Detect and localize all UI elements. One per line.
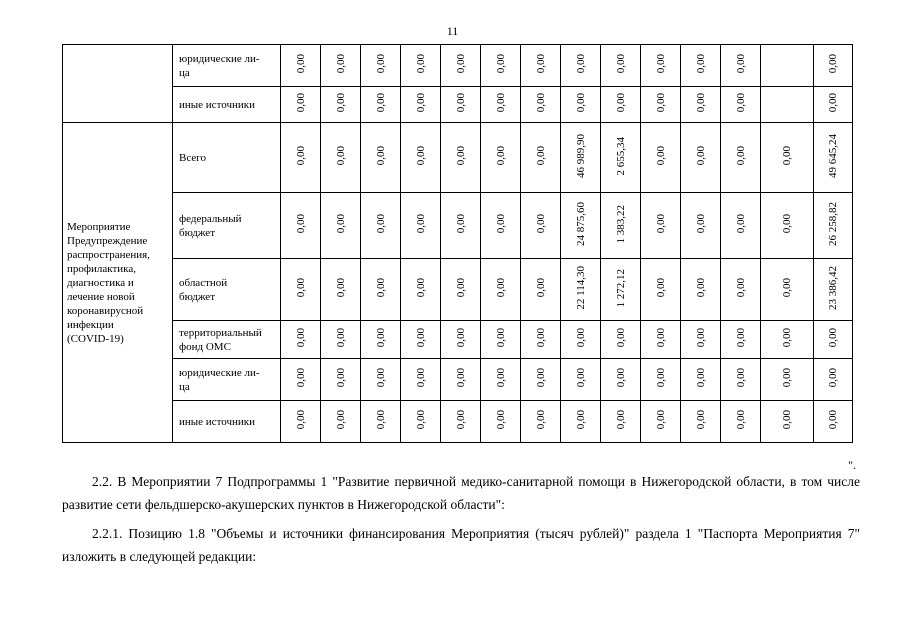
value-cell bbox=[321, 321, 361, 359]
value-text: 0,00 bbox=[534, 146, 547, 166]
closing-quote: ". bbox=[848, 458, 856, 472]
value-text: 0,00 bbox=[334, 410, 347, 430]
value-text: 0,00 bbox=[827, 54, 839, 74]
value-cell bbox=[281, 401, 321, 443]
value-text: 0,00 bbox=[374, 146, 387, 166]
table-row bbox=[63, 87, 853, 123]
empty-section-cell bbox=[63, 45, 173, 123]
value-cell bbox=[721, 87, 761, 123]
value-text: 0,00 bbox=[827, 93, 839, 113]
value-cell bbox=[361, 123, 401, 193]
source-label: иные источники bbox=[179, 98, 255, 111]
value-cell bbox=[721, 123, 761, 193]
value-cell bbox=[481, 321, 521, 359]
value-cell bbox=[681, 193, 721, 259]
value-cell bbox=[601, 321, 641, 359]
value-cell bbox=[481, 45, 521, 87]
value-cell bbox=[641, 193, 681, 259]
value-text: 0,00 bbox=[414, 214, 427, 234]
value-cell bbox=[561, 259, 601, 321]
value-cell bbox=[321, 87, 361, 123]
value-text: 0,00 bbox=[827, 368, 839, 388]
value-cell bbox=[681, 123, 721, 193]
value-text: 0,00 bbox=[654, 368, 667, 388]
value-text: 0,00 bbox=[294, 214, 307, 234]
source-label-cell bbox=[173, 321, 281, 359]
value-text: 0,00 bbox=[614, 328, 627, 348]
value-text: 0,00 bbox=[414, 54, 427, 74]
value-cell bbox=[721, 359, 761, 401]
value-text: 0,00 bbox=[334, 278, 347, 298]
value-text: 0,00 bbox=[781, 328, 793, 348]
value-text: 0,00 bbox=[614, 410, 627, 430]
value-text: 0,00 bbox=[334, 93, 347, 113]
value-text: 0,00 bbox=[294, 93, 307, 113]
value-cell bbox=[481, 193, 521, 259]
value-text: 0,00 bbox=[654, 410, 667, 430]
value-cell bbox=[441, 359, 481, 401]
value-cell bbox=[521, 401, 561, 443]
value-text: 0,00 bbox=[694, 146, 707, 166]
value-cell bbox=[641, 45, 681, 87]
value-text: 0,00 bbox=[614, 368, 627, 388]
value-text: 0,00 bbox=[734, 368, 747, 388]
value-cell bbox=[441, 123, 481, 193]
value-text: 0,00 bbox=[374, 54, 387, 74]
value-cell bbox=[561, 87, 601, 123]
paragraph-2-2 bbox=[62, 470, 860, 516]
value-cell bbox=[321, 45, 361, 87]
value-cell bbox=[814, 259, 853, 321]
value-text: 0,00 bbox=[494, 93, 507, 113]
value-cell bbox=[814, 359, 853, 401]
value-text: 0,00 bbox=[534, 278, 547, 298]
value-cell bbox=[721, 321, 761, 359]
value-cell bbox=[401, 45, 441, 87]
value-text: 0,00 bbox=[294, 146, 307, 166]
value-text: 0,00 bbox=[781, 146, 793, 166]
value-text: 0,00 bbox=[654, 328, 667, 348]
table-row bbox=[63, 259, 853, 321]
value-cell bbox=[441, 87, 481, 123]
value-text: 0,00 bbox=[534, 54, 547, 74]
value-text: 0,00 bbox=[454, 278, 467, 298]
value-text: 0,00 bbox=[614, 93, 627, 113]
source-label: территориальный фонд ОМС bbox=[179, 326, 262, 353]
value-text: 0,00 bbox=[494, 54, 507, 74]
value-cell bbox=[401, 359, 441, 401]
value-cell bbox=[401, 321, 441, 359]
value-cell bbox=[561, 359, 601, 401]
table-row bbox=[63, 359, 853, 401]
value-cell bbox=[814, 123, 853, 193]
value-text: 0,00 bbox=[654, 93, 667, 113]
value-cell bbox=[601, 193, 641, 259]
value-text: 0,00 bbox=[734, 54, 747, 74]
value-cell bbox=[441, 321, 481, 359]
value-cell bbox=[321, 123, 361, 193]
value-cell bbox=[361, 87, 401, 123]
value-text: 0,00 bbox=[374, 278, 387, 298]
value-cell bbox=[641, 87, 681, 123]
value-text: 0,00 bbox=[694, 410, 707, 430]
value-text: 0,00 bbox=[494, 214, 507, 234]
paragraph-text: 2.2. В Мероприятии 7 Подпрограммы 1 "Развитие первичной медико-санитарной помощи в Нижегородской области, в том числе развитие сети фельдшерско-акушерских пунктов в Нижегородской области": bbox=[62, 474, 860, 512]
value-text: 0,00 bbox=[734, 146, 747, 166]
value-text: 0,00 bbox=[694, 368, 707, 388]
source-label-cell bbox=[173, 123, 281, 193]
value-text: 0,00 bbox=[781, 278, 793, 298]
value-text: 0,00 bbox=[694, 214, 707, 234]
value-text: 1 383,22 bbox=[614, 204, 627, 244]
value-cell bbox=[521, 193, 561, 259]
value-text: 0,00 bbox=[414, 410, 427, 430]
value-text: 0,00 bbox=[334, 328, 347, 348]
value-cell bbox=[681, 401, 721, 443]
value-text: 0,00 bbox=[494, 278, 507, 298]
value-text: 24 875,60 bbox=[574, 202, 587, 246]
value-cell bbox=[281, 193, 321, 259]
value-cell bbox=[761, 321, 814, 359]
value-text: 0,00 bbox=[694, 278, 707, 298]
table-row bbox=[63, 401, 853, 443]
value-text: 0,00 bbox=[294, 410, 307, 430]
value-text: 0,00 bbox=[781, 410, 793, 430]
value-cell bbox=[601, 259, 641, 321]
value-text: 46 989,90 bbox=[574, 134, 587, 178]
value-cell bbox=[441, 193, 481, 259]
value-cell bbox=[361, 321, 401, 359]
value-text: 0,00 bbox=[534, 410, 547, 430]
measure-title-cell bbox=[63, 123, 173, 443]
value-cell bbox=[281, 321, 321, 359]
value-cell bbox=[814, 401, 853, 443]
value-text: 0,00 bbox=[454, 54, 467, 74]
value-cell bbox=[401, 259, 441, 321]
value-text: 0,00 bbox=[454, 410, 467, 430]
value-text: 0,00 bbox=[534, 368, 547, 388]
value-cell bbox=[321, 193, 361, 259]
source-label-cell bbox=[173, 193, 281, 259]
value-text: 0,00 bbox=[734, 410, 747, 430]
value-cell bbox=[641, 401, 681, 443]
value-text: 0,00 bbox=[294, 54, 307, 74]
value-text: 0,00 bbox=[614, 54, 627, 74]
value-cell bbox=[561, 321, 601, 359]
value-cell bbox=[521, 45, 561, 87]
value-text: 23 386,42 bbox=[827, 266, 839, 310]
value-cell bbox=[721, 401, 761, 443]
value-cell bbox=[361, 193, 401, 259]
value-text: 0,00 bbox=[494, 146, 507, 166]
value-cell bbox=[361, 401, 401, 443]
value-text: 0,00 bbox=[334, 368, 347, 388]
value-cell bbox=[481, 87, 521, 123]
value-text: 0,00 bbox=[534, 93, 547, 113]
value-text: 0,00 bbox=[734, 93, 747, 113]
value-cell bbox=[281, 123, 321, 193]
value-text: 0,00 bbox=[781, 368, 793, 388]
value-cell bbox=[761, 259, 814, 321]
value-text: 0,00 bbox=[734, 214, 747, 234]
value-cell bbox=[561, 123, 601, 193]
value-cell bbox=[681, 359, 721, 401]
value-cell bbox=[641, 259, 681, 321]
source-label-cell bbox=[173, 359, 281, 401]
value-text: 0,00 bbox=[414, 328, 427, 348]
value-cell bbox=[441, 45, 481, 87]
value-text: 0,00 bbox=[654, 146, 667, 166]
value-text: 0,00 bbox=[414, 278, 427, 298]
value-cell bbox=[321, 401, 361, 443]
value-cell bbox=[561, 401, 601, 443]
source-label: федеральный бюджет bbox=[179, 212, 242, 239]
value-cell bbox=[401, 87, 441, 123]
value-text: 0,00 bbox=[734, 328, 747, 348]
value-cell bbox=[521, 321, 561, 359]
value-text: 0,00 bbox=[574, 93, 587, 113]
page-number: 11 bbox=[446, 24, 459, 38]
value-text: 0,00 bbox=[494, 328, 507, 348]
value-cell bbox=[814, 87, 853, 123]
value-cell bbox=[361, 259, 401, 321]
financing-table bbox=[62, 44, 853, 443]
value-text: 2 655,34 bbox=[614, 136, 627, 176]
value-cell bbox=[281, 87, 321, 123]
value-cell bbox=[601, 87, 641, 123]
value-cell bbox=[761, 123, 814, 193]
value-text: 0,00 bbox=[734, 278, 747, 298]
value-text: 0,00 bbox=[294, 368, 307, 388]
value-text: 0,00 bbox=[654, 214, 667, 234]
value-cell bbox=[814, 45, 853, 87]
value-cell bbox=[281, 359, 321, 401]
value-text: 0,00 bbox=[694, 328, 707, 348]
value-text: 0,00 bbox=[494, 368, 507, 388]
value-cell bbox=[521, 259, 561, 321]
value-cell bbox=[641, 123, 681, 193]
value-cell bbox=[681, 259, 721, 321]
value-cell bbox=[601, 45, 641, 87]
value-cell bbox=[561, 193, 601, 259]
source-label-cell bbox=[173, 45, 281, 87]
value-cell bbox=[641, 359, 681, 401]
value-text: 0,00 bbox=[374, 214, 387, 234]
value-cell bbox=[401, 401, 441, 443]
value-cell bbox=[721, 45, 761, 87]
value-cell bbox=[721, 193, 761, 259]
value-cell bbox=[361, 45, 401, 87]
value-cell bbox=[761, 193, 814, 259]
value-cell bbox=[601, 401, 641, 443]
value-text: 0,00 bbox=[494, 410, 507, 430]
value-cell bbox=[641, 321, 681, 359]
source-label-cell bbox=[173, 259, 281, 321]
value-text: 0,00 bbox=[414, 93, 427, 113]
value-text: 0,00 bbox=[454, 368, 467, 388]
value-text: 0,00 bbox=[827, 410, 839, 430]
value-cell bbox=[321, 259, 361, 321]
source-label: Всего bbox=[179, 151, 206, 164]
paragraph-text: 2.2.1. Позицию 1.8 "Объемы и источники финансирования Мероприятия (тысяч рублей)" раздела 1 "Паспорта Мероприятия 7" изложить в следующей редакции: bbox=[62, 526, 860, 564]
source-label: иные источники bbox=[179, 415, 255, 428]
value-text: 0,00 bbox=[334, 54, 347, 74]
value-text: 0,00 bbox=[654, 54, 667, 74]
value-cell bbox=[681, 45, 721, 87]
value-text: 1 272,12 bbox=[614, 268, 627, 308]
value-text: 0,00 bbox=[414, 146, 427, 166]
value-cell bbox=[481, 123, 521, 193]
value-cell bbox=[401, 193, 441, 259]
value-text: 0,00 bbox=[374, 93, 387, 113]
value-cell bbox=[681, 87, 721, 123]
value-text: 0,00 bbox=[781, 214, 793, 234]
value-text: 26 258,82 bbox=[827, 202, 839, 246]
source-label: областной бюджет bbox=[179, 276, 228, 303]
value-cell bbox=[321, 359, 361, 401]
value-cell bbox=[441, 401, 481, 443]
value-cell bbox=[481, 259, 521, 321]
value-text: 0,00 bbox=[374, 410, 387, 430]
paragraph-2-2-1 bbox=[62, 522, 860, 568]
value-cell bbox=[761, 87, 814, 123]
value-cell bbox=[401, 123, 441, 193]
value-text: 0,00 bbox=[454, 214, 467, 234]
value-cell bbox=[601, 123, 641, 193]
table-row bbox=[63, 123, 853, 193]
value-cell bbox=[814, 321, 853, 359]
value-text: 0,00 bbox=[334, 146, 347, 166]
table-row bbox=[63, 45, 853, 87]
measure-title: Мероприятие Предупреждение распространения, профилактика, диагностика и лечение новой коронавирусной инфекции (COVID-19) bbox=[67, 220, 150, 345]
value-text: 0,00 bbox=[414, 368, 427, 388]
value-cell bbox=[361, 359, 401, 401]
value-text: 49 645,24 bbox=[827, 134, 839, 178]
value-text: 0,00 bbox=[574, 410, 587, 430]
value-text: 0,00 bbox=[454, 146, 467, 166]
value-text: 22 114,30 bbox=[574, 266, 587, 310]
value-cell bbox=[281, 259, 321, 321]
value-cell bbox=[281, 45, 321, 87]
value-text: 0,00 bbox=[334, 214, 347, 234]
value-cell bbox=[761, 401, 814, 443]
value-cell bbox=[521, 87, 561, 123]
value-cell bbox=[814, 193, 853, 259]
value-text: 0,00 bbox=[574, 54, 587, 74]
table-row bbox=[63, 321, 853, 359]
value-cell bbox=[481, 359, 521, 401]
value-cell bbox=[521, 359, 561, 401]
value-text: 0,00 bbox=[294, 278, 307, 298]
value-text: 0,00 bbox=[374, 328, 387, 348]
source-label: юридические ли- ца bbox=[179, 52, 260, 79]
value-cell bbox=[681, 321, 721, 359]
table-row bbox=[63, 193, 853, 259]
value-text: 0,00 bbox=[574, 368, 587, 388]
value-text: 0,00 bbox=[374, 368, 387, 388]
value-text: 0,00 bbox=[574, 328, 587, 348]
value-cell bbox=[761, 45, 814, 87]
value-cell bbox=[561, 45, 601, 87]
source-label-cell bbox=[173, 87, 281, 123]
value-text: 0,00 bbox=[654, 278, 667, 298]
value-text: 0,00 bbox=[534, 214, 547, 234]
source-label: юридические ли- ца bbox=[179, 366, 260, 393]
value-cell bbox=[521, 123, 561, 193]
value-text: 0,00 bbox=[827, 328, 839, 348]
value-cell bbox=[721, 259, 761, 321]
value-text: 0,00 bbox=[534, 328, 547, 348]
value-cell bbox=[481, 401, 521, 443]
value-text: 0,00 bbox=[454, 328, 467, 348]
value-text: 0,00 bbox=[454, 93, 467, 113]
value-text: 0,00 bbox=[294, 328, 307, 348]
value-cell bbox=[441, 259, 481, 321]
value-text: 0,00 bbox=[694, 93, 707, 113]
value-text: 0,00 bbox=[694, 54, 707, 74]
value-cell bbox=[761, 359, 814, 401]
source-label-cell bbox=[173, 401, 281, 443]
value-cell bbox=[601, 359, 641, 401]
